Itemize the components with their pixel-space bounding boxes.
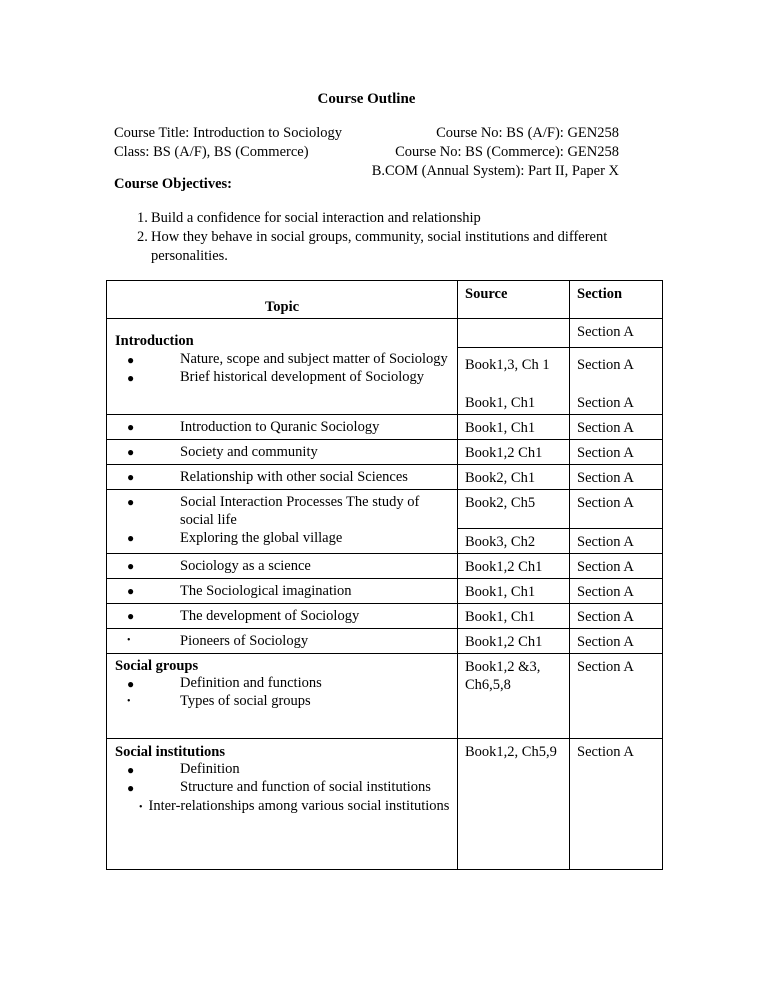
topic-text: Definition: [180, 761, 240, 777]
course-no-af: Course No: BS (A/F): GEN258: [436, 125, 619, 141]
source-cell: [458, 319, 570, 348]
section-cell: Section A: [570, 440, 663, 465]
source-cell: Book1,2 Ch1: [458, 629, 570, 654]
source-cell: Book2, Ch5: [458, 490, 570, 529]
objective-number: 1.: [137, 210, 148, 226]
bullet-icon: ●: [127, 371, 135, 385]
header-section: Section: [570, 281, 663, 319]
topic-text: Types of social groups: [180, 693, 311, 709]
header-source: Source: [458, 281, 570, 319]
social-institutions-heading: Social institutions: [115, 744, 225, 760]
list-item: [107, 369, 457, 390]
table-header-row: [107, 281, 663, 319]
social-groups-heading: Social groups: [115, 658, 199, 674]
topic-text: Pioneers of Sociology: [180, 633, 309, 649]
table-row: [107, 579, 663, 604]
table-row: [107, 415, 663, 440]
section-cell: Section A: [570, 579, 663, 604]
bullet-icon: •: [127, 635, 131, 646]
source-text: Book1,3, Ch 1: [465, 357, 550, 373]
bullet-icon: ●: [127, 470, 135, 484]
topic-text: Inter-relationships among various social institutions: [148, 798, 450, 814]
source-cell: Book1,2 Ch1: [458, 554, 570, 579]
bullet-icon: ●: [127, 763, 135, 777]
bullet-icon: ●: [127, 420, 135, 434]
topic-text: Structure and function of social institutions: [180, 779, 431, 795]
list-item: [115, 418, 451, 436]
section-cell: Section A: [570, 604, 663, 629]
source-cell: Book1,2 Ch1: [458, 440, 570, 465]
topic-text: Sociology as a science: [180, 558, 311, 574]
bcom-info: B.COM (Annual System): Part II, Paper X: [371, 163, 619, 179]
source-cell: Book1, Ch1: [458, 604, 570, 629]
source-text: Book1, Ch1: [465, 395, 536, 411]
class-info: Class: BS (A/F), BS (Commerce): [114, 144, 309, 160]
bullet-icon: ●: [127, 781, 135, 795]
course-no-commerce: Course No: BS (Commerce): GEN258: [395, 144, 619, 160]
bullet-icon: •: [127, 696, 131, 707]
topic-text: Definition and functions: [180, 675, 322, 691]
list-item: [115, 582, 451, 600]
list-item: [115, 557, 451, 575]
topic-text: Nature, scope and subject matter of Sociology: [180, 351, 448, 367]
source-cell: Book2, Ch1: [458, 465, 570, 490]
table-row: [107, 465, 663, 490]
bullet-icon: ●: [127, 531, 135, 545]
list-item: [115, 443, 451, 461]
table-row: [107, 490, 663, 529]
topic-text: Society and community: [180, 444, 318, 460]
header-topic: Topic: [107, 281, 458, 319]
list-item: [107, 761, 457, 779]
topic-text: The development of Sociology: [180, 608, 360, 624]
bullet-icon: ●: [127, 584, 135, 598]
table-row: [107, 554, 663, 579]
section-cell: Section A: [570, 629, 663, 654]
section-text: Section A: [577, 357, 634, 373]
objective-text: Build a confidence for social interaction and relationship: [151, 210, 481, 226]
bullet-icon: •: [139, 802, 143, 813]
source-cell: Book1,2, Ch5,9: [458, 739, 570, 870]
bullet-icon: ●: [127, 559, 135, 573]
source-cell: Book1,2 &3, Ch6,5,8: [458, 654, 570, 739]
objective-text: How they behave in social groups, community, social institutions and different personalities.: [151, 229, 608, 264]
document-heading: Course Outline: [317, 91, 416, 107]
section-cell: Section A: [570, 415, 663, 440]
list-item: [115, 529, 451, 547]
list-item: [115, 493, 451, 529]
bullet-icon: ●: [127, 495, 135, 509]
objectives-heading: Course Objectives:: [114, 176, 232, 192]
section-cell: Section A: [570, 319, 663, 348]
topic-text: Brief historical development of Sociology: [180, 369, 425, 385]
objective-item: [137, 228, 647, 266]
bullet-icon: ●: [127, 353, 135, 367]
course-title: Course Title: Introduction to Sociology: [114, 125, 342, 141]
topic-text: The Sociological imagination: [180, 583, 352, 599]
section-cell: [570, 348, 663, 415]
list-item: [115, 607, 451, 625]
topic-text: Introduction to Quranic Sociology: [180, 419, 380, 435]
source-cell: Book1, Ch1: [458, 415, 570, 440]
course-table: [106, 280, 663, 870]
source-cell: Book3, Ch2: [458, 529, 570, 554]
table-row: [107, 629, 663, 654]
bullet-icon: ●: [127, 445, 135, 459]
introduction-heading: Introduction: [115, 333, 194, 349]
table-row: [107, 440, 663, 465]
section-cell: Section A: [570, 554, 663, 579]
list-item: [115, 632, 451, 650]
topic-text: Social Interaction Processes The study of social life: [180, 494, 420, 528]
list-item: [107, 797, 457, 817]
source-cell: [458, 348, 570, 415]
bullet-icon: ●: [127, 609, 135, 623]
section-cell: Section A: [570, 739, 663, 870]
list-item: [115, 468, 451, 486]
section-cell: Section A: [570, 465, 663, 490]
objective-item: [137, 209, 647, 228]
topic-text: Relationship with other social Sciences: [180, 469, 408, 485]
bullet-icon: ●: [127, 677, 135, 691]
topic-text: Exploring the global village: [180, 530, 343, 546]
list-item: [107, 693, 457, 711]
section-text: Section A: [577, 395, 634, 411]
table-row: [107, 739, 663, 870]
list-item: [107, 675, 457, 693]
table-row: [107, 319, 663, 348]
course-meta: [114, 124, 619, 181]
source-cell: Book1, Ch1: [458, 579, 570, 604]
section-cell: Section A: [570, 529, 663, 554]
table-row: [107, 654, 663, 739]
list-item: [107, 350, 457, 369]
table-row: [107, 604, 663, 629]
list-item: [107, 779, 457, 797]
objectives-list: [137, 209, 647, 266]
section-cell: Section A: [570, 654, 663, 739]
section-cell: Section A: [570, 490, 663, 529]
objective-number: 2.: [137, 229, 148, 245]
